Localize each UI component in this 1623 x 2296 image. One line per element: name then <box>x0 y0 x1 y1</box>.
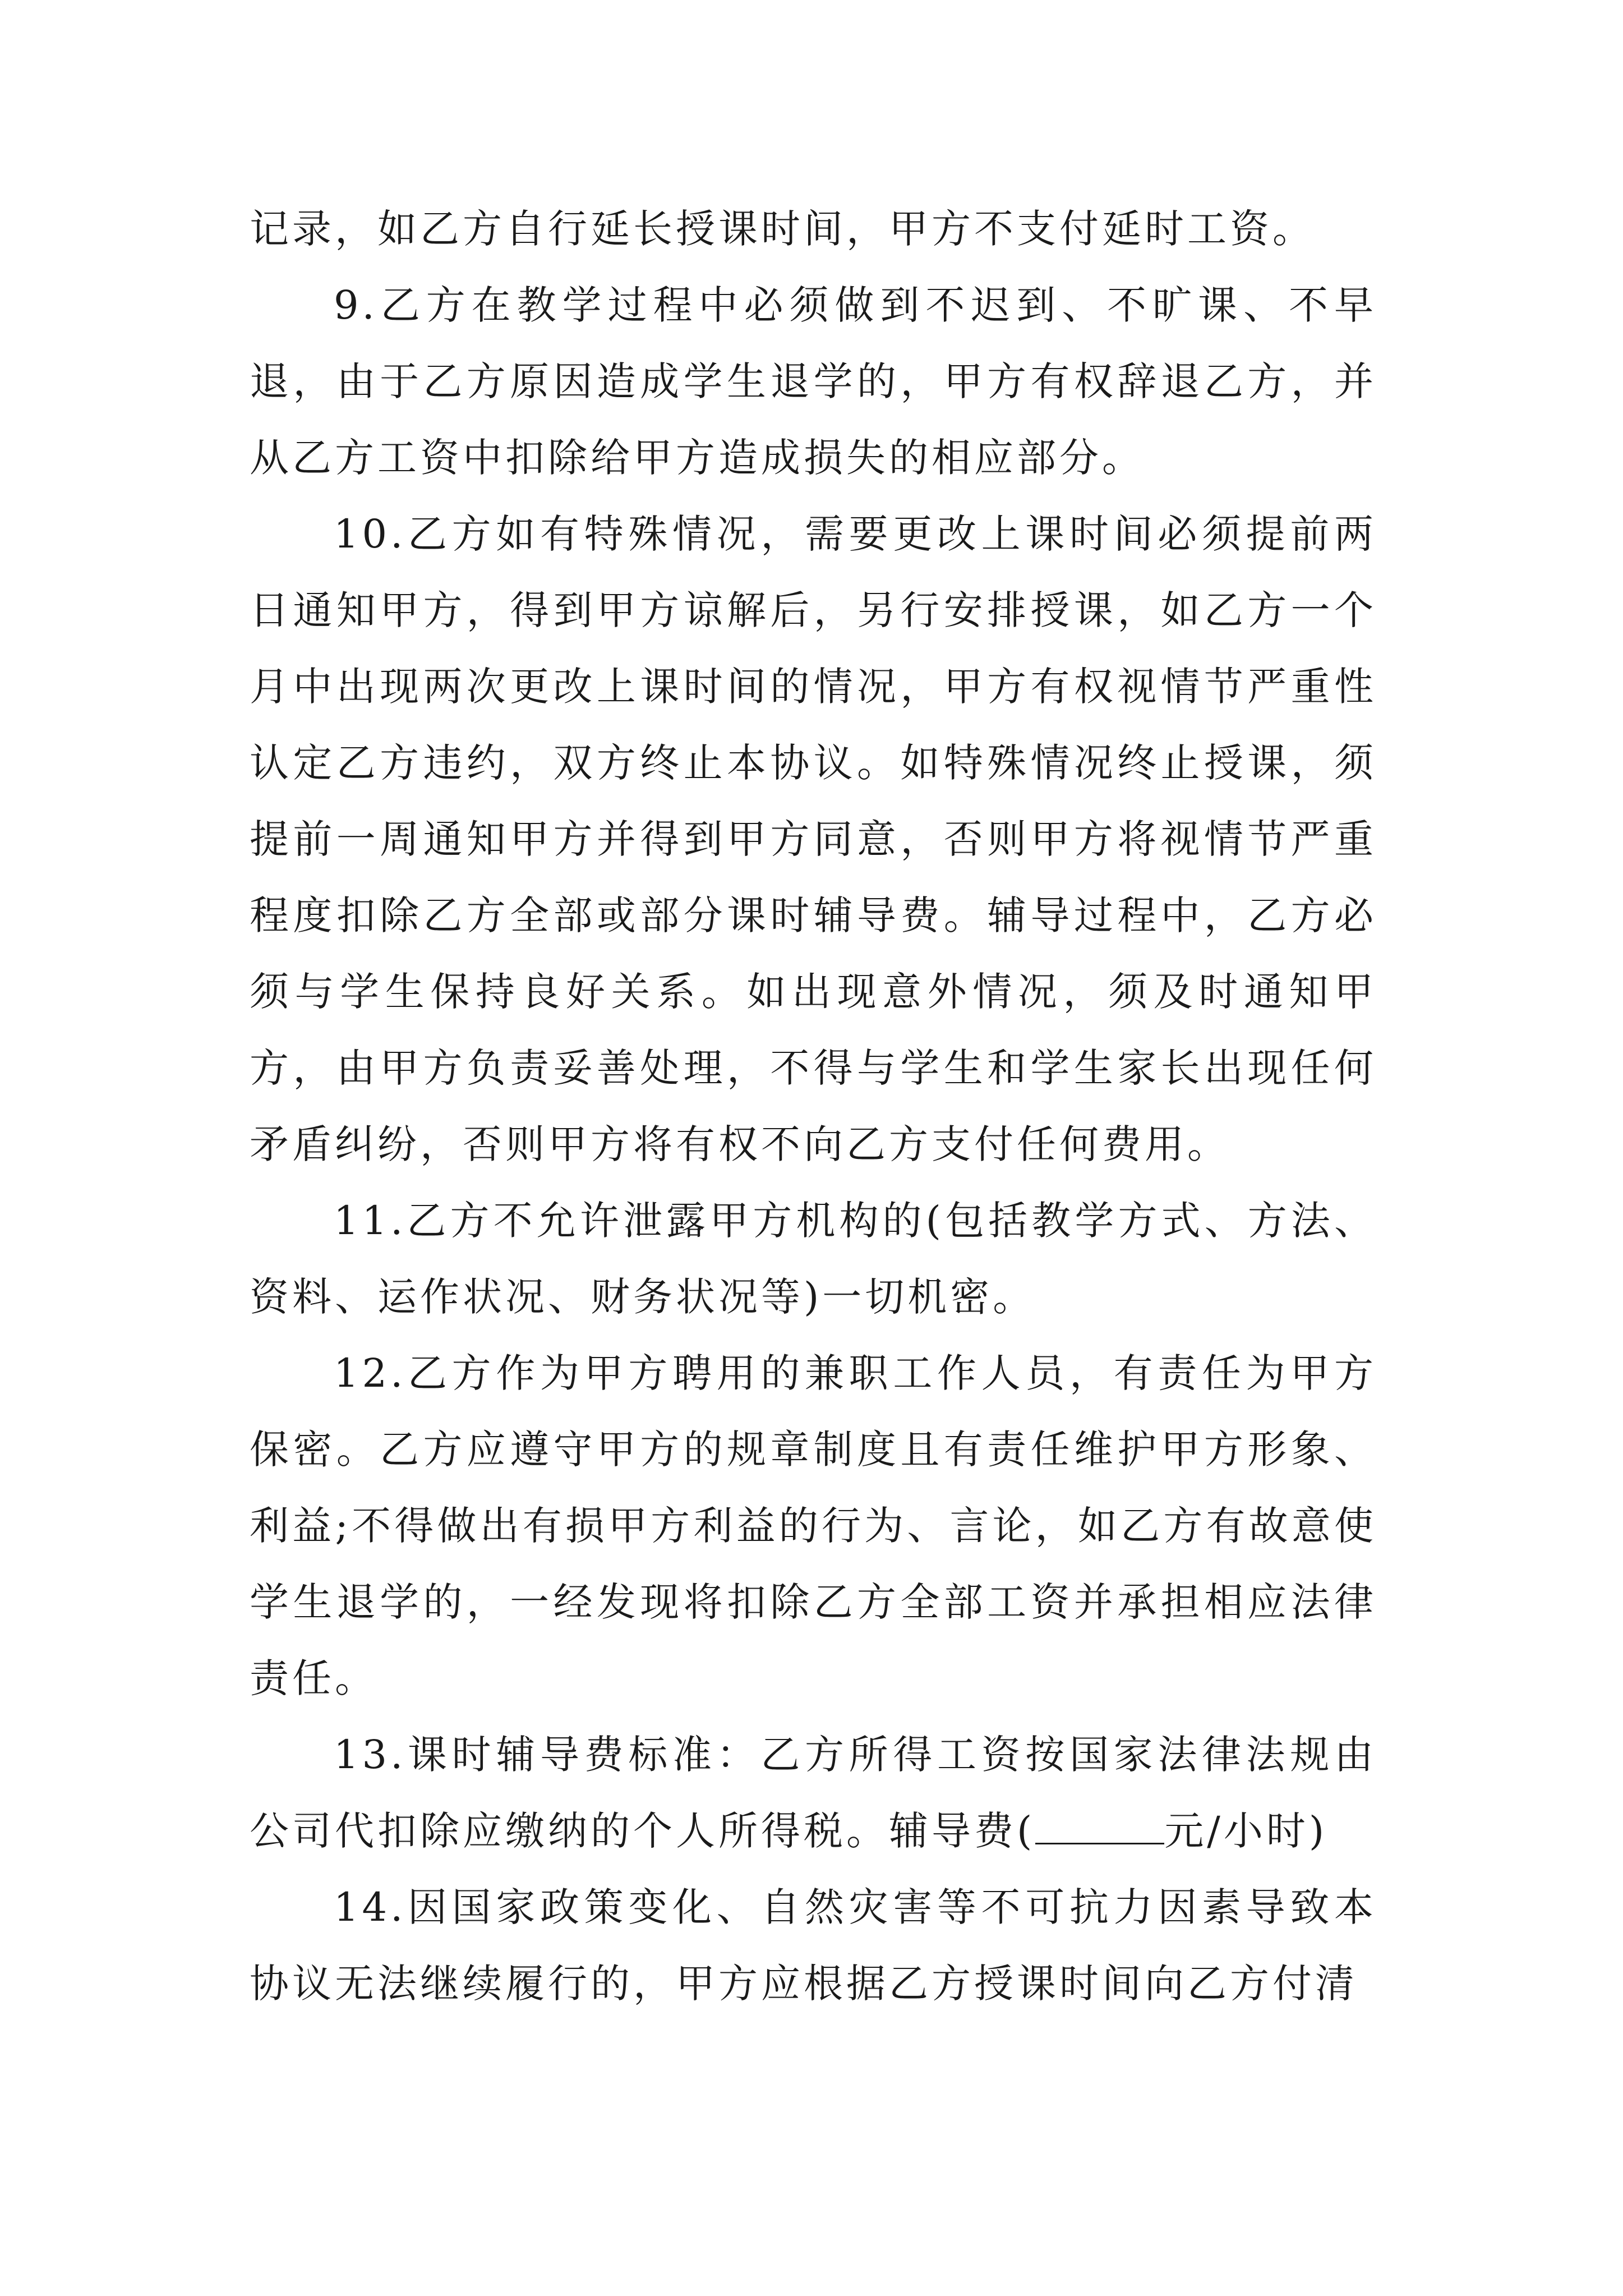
paragraph-13-unit: 元/小时) <box>1164 1808 1328 1854</box>
paragraph-13 <box>250 1717 1377 1869</box>
paragraph-13-text: 13.课时辅导费标准：乙方所得工资按国家法律法规由公司代扣除应缴纳的个人所得税。辅导费( <box>250 1732 1377 1854</box>
paragraph-9: 9.乙方在教学过程中必须做到不迟到、不旷课、不早退，由于乙方原因造成学生退学的，甲方有权辞退乙方，并从乙方工资中扣除给甲方造成损失的相应部分。 <box>250 282 1377 481</box>
fee-blank-line <box>1035 1809 1164 1844</box>
paragraph-14: 14.因国家政策变化、自然灾害等不可抗力因素导致本协议无法继续履行的，甲方应根据乙方授课时间向乙方付清 <box>250 1884 1377 2007</box>
paragraph-10: 10.乙方如有特殊情况，需要更改上课时间必须提前两日通知甲方，得到甲方谅解后，另行安排授课，如乙方一个月中出现两次更改上课时间的情况，甲方有权视情节严重性认定乙方违约，双方终止本协议。如特殊情况终止授课，须提前一周通知甲方并得到甲方同意，否则甲方将视情节严重程度扣除乙方全部或部分课时辅导费。辅导过程中，乙方必须与学生保持良好关系。如出现意外情况，须及时通知甲方，由甲方负责妥善处理，不得与学生和学生家长出现任何矛盾纠纷，否则甲方将有权不向乙方支付任何费用。 <box>250 511 1377 1167</box>
document-body <box>250 191 1377 2022</box>
paragraph-12: 12.乙方作为甲方聘用的兼职工作人员，有责任为甲方保密。乙方应遵守甲方的规章制度且有责任维护甲方形象、利益;不得做出有损甲方利益的行为、言论，如乙方有故意使学生退学的，一经发现将扣除乙方全部工资并承担相应法律责任。 <box>250 1350 1377 1701</box>
paragraph-11: 11.乙方不允许泄露甲方机构的(包括教学方式、方法、资料、运作状况、财务状况等)一切机密。 <box>250 1198 1377 1320</box>
paragraph-continuation: 记录，如乙方自行延长授课时间，甲方不支付延时工资。 <box>250 206 1315 252</box>
